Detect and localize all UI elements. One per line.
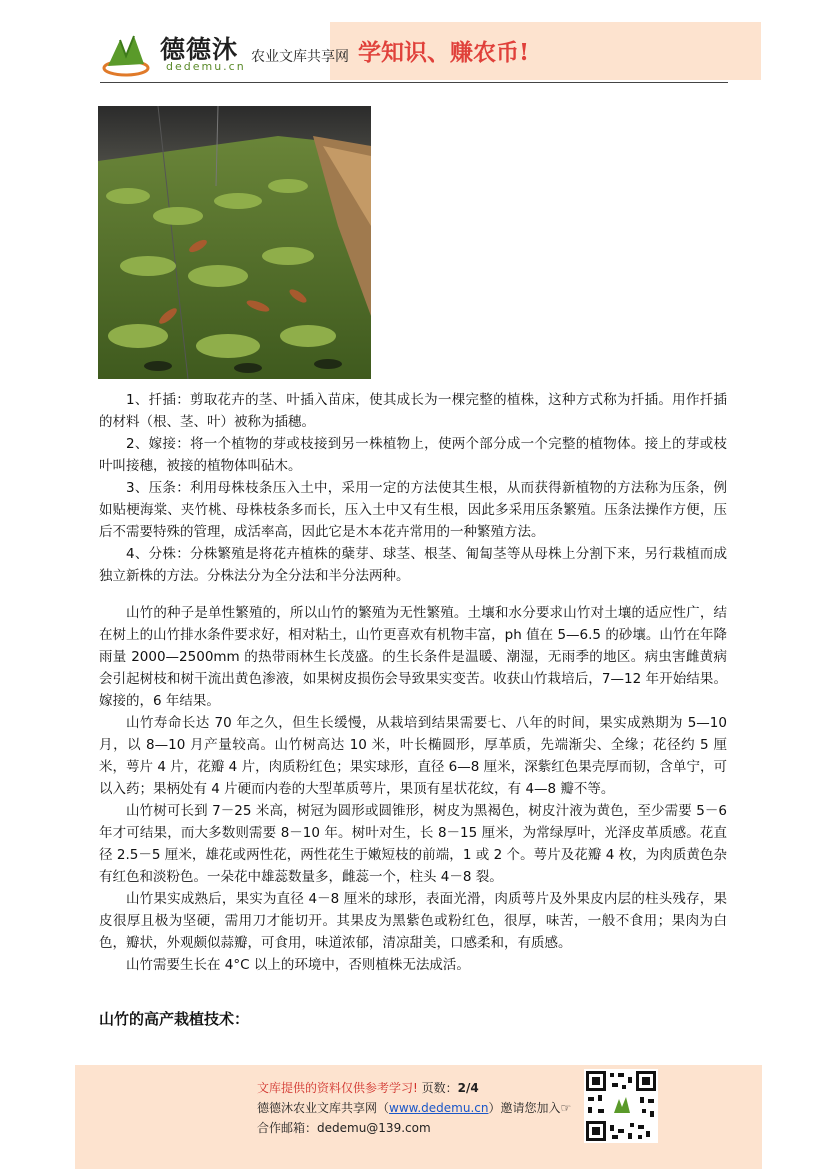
site-link[interactable]: www.dedemu.cn — [389, 1101, 489, 1115]
qr-code-icon — [584, 1069, 658, 1143]
footer-invite-suffix: ）邀请您加入☞ — [488, 1101, 572, 1115]
paragraph-temperature: 山竹需要生长在 4°C 以上的环境中，否则植株无法成活。 — [126, 957, 470, 973]
paragraph-lifespan: 山竹寿命长达 70 年之久，但生长缓慢，从栽培到结果需要七、八年的时间，果实成熟期为 5—10 月，以 8—10 月产量较高。山竹树高达 10 米，叶长椭圆形，厚革质，先端渐尖、全缘；花径约 5 厘米，萼片 4 片，花瓣 4 片，肉质粉红色；果实球形，直径 6—8 厘米，深紫红色果壳厚而韧，含单宁，可以入药；果柄处有 4 片硬而内卷的大型革质萼片，果顶有星状花纹，有 4—8 瓣不等。 — [99, 715, 727, 797]
nursery-photo — [98, 106, 371, 379]
paragraph-layering: 3、压条：利用母株枝条压入土中，采用一定的方法使其生根，从而获得新植物的方法称为压条，例如贴梗海棠、夹竹桃、母株枝条多而长，压入土中又有生根，因此多采用压条繁殖。压条法操作方便，压后不需要特殊的管理，成活率高，因此它是木本花卉常用的一种繁殖方法。 — [99, 480, 727, 540]
paragraph-grafting: 2、嫁接：将一个植物的芽或枝接到另一株植物上，使两个部分成一个完整的植物体。接上的芽或枝叶叫接穗，被接的植物体叫砧木。 — [99, 436, 727, 474]
page-number: 2/4 — [457, 1081, 479, 1095]
mangosteen-description — [99, 602, 727, 976]
footer-email: 合作邮箱：dedemu@139.com — [257, 1121, 431, 1135]
brand-name: 德德沐 — [160, 35, 239, 64]
brand-domain: dedemu.cn — [166, 60, 246, 73]
footer-invite-prefix: 德德沐农业文库共享网（ — [257, 1101, 390, 1115]
footer-notice-line — [257, 1079, 479, 1096]
paragraph-reproduction: 山竹的种子是单性繁殖的，所以山竹的繁殖为无性繁殖。土壤和水分要求山竹对土壤的适应性广，结在树上的山竹排水条件要求好，相对粘土，山竹更喜欢有机物丰富，ph 值在 5—6.5 的砂壤。山竹在年降雨量 2000—2500mm 的热带雨林生长茂盛。的生长条件是温暖、潮湿，无雨季的地区。病虫害雌黄病会引起树枝和树干流出黄色渗液，如果树皮损伤会导致果实变苦。收获山竹栽培后，7—12 年开始结果。嫁接的，6 年结果。 — [99, 605, 727, 709]
paragraph-division: 4、分株：分株繁殖是将花卉植株的蘖芽、球茎、根茎、匍匐茎等从母株上分割下来，另行栽植而成独立新株的方法。分株法分为全分法和半分法两种。 — [99, 546, 727, 584]
paragraph-tree: 山竹树可长到 7－25 米高，树冠为圆形或圆锥形，树皮为黑褐色，树皮汁液为黄色，至少需要 5－6 年才可结果，而大多数则需要 8－10 年。树叶对生，长 8－15 厘米，为常绿厚叶，光泽皮革质感。花直径 2.5－5 厘米，雄花或两性花，两性花生于嫩短枝的前端，1 或 2 个。萼片及花瓣 4 枚，为肉质黄色杂有红色和淡粉色。一朵花中雄蕊数量多，雌蕊一个，柱头 4－8 裂。 — [99, 803, 727, 885]
slogan: 学知识、赚农币! — [358, 39, 530, 66]
propagation-methods — [99, 389, 727, 587]
section-heading: 山竹的高产栽植技术： — [99, 1010, 250, 1028]
site-name: 农业文库共享网 — [251, 49, 349, 65]
footer-notice: 文库提供的资料仅供参考学习! — [257, 1081, 418, 1095]
logo-icon — [100, 30, 164, 78]
paragraph-cutting: 1、扦插：剪取花卉的茎、叶插入苗床，使其成长为一棵完整的植株，这种方式称为扦插。用作扦插的材料（根、茎、叶）被称为插穗。 — [99, 392, 727, 430]
paragraph-fruit: 山竹果实成熟后，果实为直径 4－8 厘米的球形，表面光滑，肉质萼片及外果皮内层的柱头残存，果皮很厚且极为坚硬，需用刀才能切开。其果皮为黑紫色或粉红色，很厚，味苦，一般不食用；果肉为白色，瓣状，外观颇似蒜瓣，可食用，味道浓郁，清凉甜美，口感柔和，有质感。 — [99, 891, 727, 951]
header-divider — [100, 82, 728, 83]
page-label: 页数： — [421, 1081, 458, 1095]
footer-invite-line — [257, 1099, 571, 1116]
